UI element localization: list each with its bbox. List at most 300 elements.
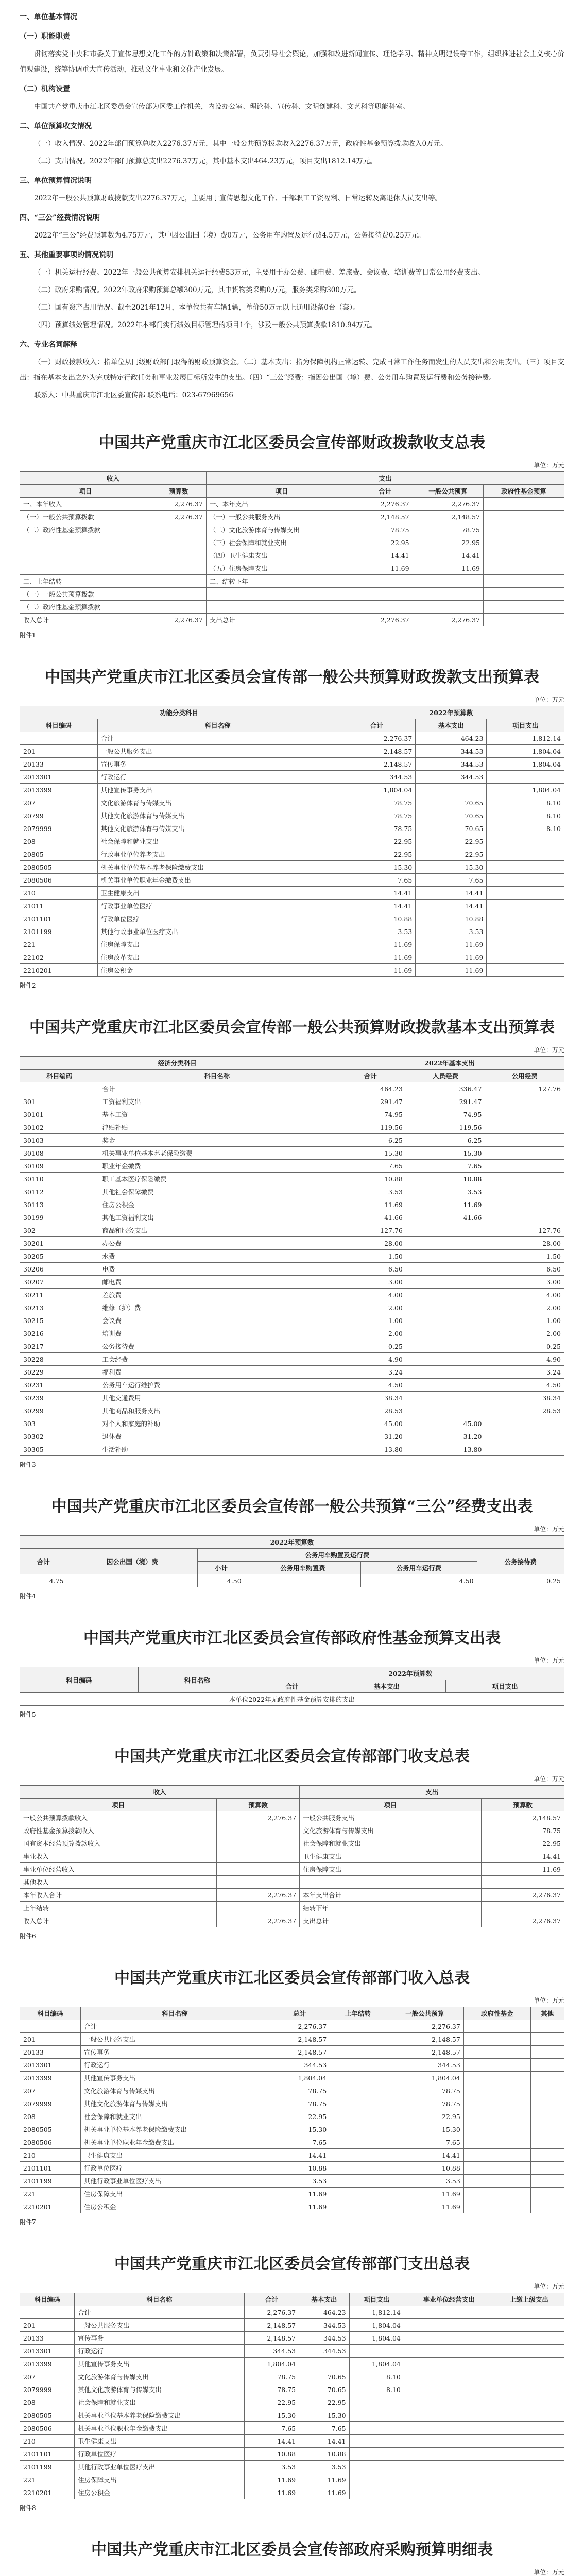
table-cell: 2,276.37	[481, 1889, 564, 1902]
table-cell	[20, 2306, 75, 2319]
table-cell: 会议费	[99, 1314, 335, 1327]
table-cell: 2,276.37	[357, 614, 413, 626]
table-row	[20, 614, 564, 626]
table-cell: 其他收入	[20, 1876, 217, 1889]
table9-block	[0, 2512, 584, 2576]
table-cell: 2,276.37	[481, 1914, 564, 1927]
paragraph: （二）政府采购情况。2022年政府采购预算总额300万元，其中货物类采购0万元，服务类采购300万元。	[34, 286, 361, 294]
table-cell: 2,276.37	[217, 1914, 300, 1927]
table-row	[20, 1850, 564, 1863]
table-cell: 卫生健康支出	[97, 887, 338, 900]
table-cell	[485, 1211, 564, 1224]
table-cell: 14.41	[338, 887, 416, 900]
table-cell	[463, 2149, 530, 2162]
table-cell	[330, 2200, 386, 2213]
table-cell: 38.34	[335, 1392, 406, 1404]
table-cell	[530, 2175, 564, 2188]
table-cell	[485, 1185, 564, 1198]
table-cell: 30112	[20, 1185, 99, 1198]
table-cell: 344.53	[386, 2059, 463, 2072]
table-cell	[494, 2306, 564, 2319]
table-cell: 20805	[20, 848, 98, 861]
table-cell: 行政运行	[97, 771, 338, 784]
table-cell: 78.75	[244, 2370, 299, 2383]
table-cell: 7.65	[335, 1160, 406, 1173]
table-cell: 宣传事务	[97, 758, 338, 771]
header-cell: 公用经费	[485, 1070, 564, 1082]
table-cell	[485, 1173, 564, 1185]
header-cell: 项目	[300, 1799, 482, 1811]
table-cell	[494, 2332, 564, 2345]
table-cell	[494, 2345, 564, 2358]
table-title: 中国共产党重庆市江北区委员会宣传部一般公共预算财政拨款支出预算表	[45, 668, 539, 686]
table-cell: 127.76	[485, 1224, 564, 1237]
table-cell: 14.41	[338, 900, 416, 912]
table-cell: 74.95	[406, 1108, 485, 1121]
table8-block	[0, 2226, 584, 2512]
table-cell: 14.41	[244, 2435, 299, 2448]
table-row	[20, 2046, 564, 2059]
table-row	[20, 1289, 564, 1301]
table-cell: 6.50	[485, 1263, 564, 1276]
table-cell	[406, 1263, 485, 1276]
table-cell: 10.88	[299, 2448, 350, 2461]
table-cell: 45.00	[406, 1417, 485, 1430]
table-cell	[487, 912, 564, 925]
table-cell: 15.30	[299, 2409, 350, 2422]
paragraph: 2022年“三公”经费预算数为4.75万元，其中因公出国（境）费0万元，公务用车购置及运行费4.5万元，公务接待费0.25万元。	[34, 231, 425, 240]
table-cell: 11.69	[386, 2188, 463, 2200]
table-cell	[404, 2461, 494, 2473]
table-cell	[463, 2175, 530, 2188]
table-cell: 本年收入合计	[20, 1889, 217, 1902]
table-cell	[484, 562, 564, 575]
table-cell: 2,148.57	[244, 2332, 299, 2345]
table-cell: 2,148.57	[269, 2033, 330, 2046]
dept-expense-table	[20, 2293, 564, 2499]
table-cell: 30229	[20, 1366, 99, 1379]
table-row	[20, 2072, 564, 2084]
table-cell: 生活补助	[99, 1443, 335, 1456]
table-cell: 4.50	[485, 1379, 564, 1392]
table-row	[20, 1082, 564, 1095]
table-cell: 20133	[20, 2046, 81, 2059]
table-cell: 其他宣传事务支出	[97, 784, 338, 796]
table-row	[20, 1327, 564, 1340]
table-cell: 1.50	[335, 1250, 406, 1263]
table-cell	[20, 1082, 99, 1095]
table-cell: 2080505	[20, 2123, 81, 2136]
table-cell: 住房保障支出	[300, 1863, 482, 1876]
table-cell: 78.75	[338, 809, 416, 822]
table-cell	[494, 2358, 564, 2370]
table-cell: 28.53	[335, 1404, 406, 1417]
table-row	[20, 1276, 564, 1289]
section-heading: 一、单位基本情况	[20, 13, 77, 21]
table-cell: 邮电费	[99, 1276, 335, 1289]
table-cell	[20, 732, 98, 745]
header-cell: 合计	[256, 1680, 328, 1693]
table-row	[20, 2136, 564, 2149]
table-cell: 344.53	[299, 2332, 350, 2345]
table-cell: 津贴补贴	[99, 1121, 335, 1134]
table-cell: 2080505	[20, 2409, 75, 2422]
table-cell	[485, 1430, 564, 1443]
table1-block	[0, 405, 584, 639]
sub-heading: （一）职能职责	[20, 32, 70, 41]
table-cell	[406, 1353, 485, 1366]
table-cell: 2080506	[20, 2422, 75, 2435]
table-cell	[349, 2422, 404, 2435]
table-cell: 2210201	[20, 964, 98, 977]
table-cell: 7.65	[244, 2422, 299, 2435]
table-cell	[413, 588, 483, 601]
table-cell: 38.34	[485, 1392, 564, 1404]
table-cell: 3.00	[485, 1276, 564, 1289]
table-row	[20, 1430, 564, 1443]
table-cell	[530, 2188, 564, 2200]
table-cell: 社会保障和就业支出	[300, 1837, 482, 1850]
table-cell: 2,276.37	[151, 511, 206, 523]
table-cell: 培训费	[99, 1327, 335, 1340]
table-cell: 1.00	[335, 1314, 406, 1327]
table-cell	[300, 1876, 482, 1889]
table-cell: 11.69	[269, 2200, 330, 2213]
table-cell: 22.95	[386, 2110, 463, 2123]
table-cell	[20, 549, 151, 562]
table-cell: 22.95	[244, 2396, 299, 2409]
table-cell	[484, 549, 564, 562]
table-cell	[530, 2136, 564, 2149]
header-cell: 一般公共预算	[386, 2007, 463, 2020]
header-cell: 项目	[20, 1799, 217, 1811]
table-cell: 344.53	[338, 771, 416, 784]
table-cell: 15.30	[406, 1147, 485, 1160]
table-cell	[530, 2200, 564, 2213]
table-cell: 10.88	[244, 2448, 299, 2461]
table-cell: 工资福利支出	[99, 1095, 335, 1108]
table-cell: 1,804.04	[487, 745, 564, 758]
table-cell: 15.30	[386, 2123, 463, 2136]
table-cell: 水费	[99, 1250, 335, 1263]
table-cell: 2101199	[20, 2175, 81, 2188]
header-cell: 科目编码	[20, 1667, 139, 1693]
table-cell: （一）一般公共预算拨款	[20, 588, 151, 601]
header-cell: 2022年预算数	[256, 1667, 564, 1680]
table-cell: 2,148.57	[338, 758, 416, 771]
table-cell	[484, 575, 564, 588]
table-cell: 电费	[99, 1263, 335, 1276]
header-cell: 事业单位经营支出	[404, 2293, 494, 2306]
header-cell: 基本支出	[328, 1680, 446, 1693]
table-cell: 74.95	[335, 1108, 406, 1121]
table-cell: 2,276.37	[338, 732, 416, 745]
table-cell	[20, 562, 151, 575]
table-cell: 30231	[20, 1379, 99, 1392]
table-row	[20, 1185, 564, 1198]
table-cell: 宣传事务	[81, 2046, 269, 2059]
table-title: 中国共产党重庆市江北区委员会宣传部财政拨款收支总表	[99, 434, 485, 452]
table-cell: 2210201	[20, 2200, 81, 2213]
table4-block	[0, 1469, 584, 1600]
unit-label: 单位：万元	[533, 2283, 564, 2290]
table-cell: 344.53	[416, 758, 487, 771]
table-row	[20, 2033, 564, 2046]
header-cell: 合计	[338, 719, 416, 732]
table-cell	[349, 2409, 404, 2422]
table-row	[20, 732, 564, 745]
header-cell: 预算数	[481, 1799, 564, 1811]
table-cell	[487, 925, 564, 938]
header-cell: 小计	[198, 1562, 245, 1574]
table-cell: 30211	[20, 1289, 99, 1301]
section-heading: 二、单位预算收支情况	[20, 122, 92, 130]
table-cell: 2,148.57	[269, 2046, 330, 2059]
table-cell	[330, 2046, 386, 2059]
table-cell: 3.53	[338, 925, 416, 938]
table-cell: 11.69	[406, 1198, 485, 1211]
table-cell	[406, 1250, 485, 1263]
table-row	[20, 1237, 564, 1250]
table-cell: 302	[20, 1224, 99, 1237]
table-cell: 78.75	[386, 2084, 463, 2097]
table-cell	[404, 2358, 494, 2370]
header-cell: 2022年基本支出	[335, 1057, 564, 1070]
table-cell	[463, 2136, 530, 2149]
table-row	[20, 951, 564, 964]
table-cell	[484, 523, 564, 536]
table-cell	[404, 2409, 494, 2422]
table-cell: 1,804.04	[338, 784, 416, 796]
table-cell	[330, 2123, 386, 2136]
header-cell: 科目名称	[75, 2293, 245, 2306]
table-row	[20, 1811, 564, 1824]
three-public-table	[20, 1535, 564, 1587]
header-cell: 项目	[206, 485, 357, 498]
table-cell	[406, 1327, 485, 1340]
table-cell	[484, 614, 564, 626]
table-cell: 2,148.57	[386, 2046, 463, 2059]
table-cell	[349, 2396, 404, 2409]
table-cell: 合计	[97, 732, 338, 745]
header-cell: 预算数	[151, 485, 206, 498]
table-row	[20, 2422, 564, 2435]
table-cell	[463, 2188, 530, 2200]
table-cell: 其他工资福利支出	[99, 1211, 335, 1224]
table-cell: 70.65	[299, 2383, 350, 2396]
header-cell: 政府性基金	[463, 2007, 530, 2020]
table-cell: 207	[20, 2084, 81, 2097]
table-cell: 30305	[20, 1443, 99, 1456]
table-cell: 464.23	[416, 732, 487, 745]
table-cell	[487, 938, 564, 951]
table-row	[20, 2409, 564, 2422]
table-cell	[404, 2448, 494, 2461]
table-cell: 一般公共服务支出	[75, 2319, 245, 2332]
table-cell: 2101101	[20, 2448, 75, 2461]
table-cell: 3.53	[416, 925, 487, 938]
header-cell: 上年结转	[330, 2007, 386, 2020]
table-cell: 2013301	[20, 2345, 75, 2358]
table-cell: 行政事业单位医疗	[97, 900, 338, 912]
table-cell: 10.88	[269, 2162, 330, 2175]
header-cell: 经济分类科目	[20, 1057, 335, 1070]
table-title: 中国共产党重庆市江北区委员会宣传部一般公共预算“三公”经费支出表	[51, 1498, 533, 1516]
table-cell	[151, 549, 206, 562]
table-cell: 70.65	[416, 809, 487, 822]
table-cell: 30199	[20, 1211, 99, 1224]
table-cell: 210	[20, 887, 98, 900]
table-cell	[404, 2473, 494, 2486]
table-cell	[487, 964, 564, 977]
paragraph: （一）机关运行经费。2022年一般公共预算安排机关运行经费53万元，主要用于办公费、邮电费、差旅费、会议费、培训费等日常公用经费支出。	[34, 268, 485, 277]
table-cell: 工会经费	[99, 1353, 335, 1366]
table-cell	[349, 2461, 404, 2473]
table-cell: 14.41	[299, 2435, 350, 2448]
table-cell: 14.41	[386, 2149, 463, 2162]
table-cell: 机关事业单位职业年金缴费支出	[75, 2422, 245, 2435]
table-row	[20, 2345, 564, 2358]
header-cell: 科目名称	[99, 1070, 335, 1082]
table-row	[20, 964, 564, 977]
table-cell: 3.53	[244, 2461, 299, 2473]
header-cell: 项目支出	[487, 719, 564, 732]
table-cell: 2101199	[20, 2461, 75, 2473]
table-cell	[217, 1824, 300, 1837]
table-cell: 6.50	[335, 1263, 406, 1276]
header-cell: 预算数	[217, 1799, 300, 1811]
table7-block	[0, 1940, 584, 2226]
table-row	[20, 822, 564, 835]
table-cell: 国有资本经营预算拨款收入	[20, 1837, 217, 1850]
table-cell	[485, 1417, 564, 1430]
table-cell	[330, 2188, 386, 2200]
table-cell	[245, 1574, 360, 1587]
table-cell: 1,804.04	[349, 2319, 404, 2332]
table-cell	[484, 498, 564, 511]
table-cell: 291.47	[406, 1095, 485, 1108]
table-cell: （五）住房保障支出	[206, 562, 357, 575]
table-cell: 15.30	[335, 1147, 406, 1160]
table-row	[20, 745, 564, 758]
table-cell: 344.53	[269, 2059, 330, 2072]
table-cell	[20, 536, 151, 549]
table-cell: 2101101	[20, 2162, 81, 2175]
table-title: 中国共产党重庆市江北区委员会宣传部部门收入总表	[114, 1969, 470, 1987]
table-cell: 卫生健康支出	[300, 1850, 482, 1863]
table-cell	[463, 2200, 530, 2213]
table-cell: 职工基本医疗保险缴费	[99, 1173, 335, 1185]
table-cell: 70.65	[416, 822, 487, 835]
table-row	[20, 1693, 564, 1706]
dept-revenue-table	[20, 2007, 564, 2213]
table-cell	[494, 2461, 564, 2473]
table-cell	[463, 2033, 530, 2046]
table-row	[20, 809, 564, 822]
table-cell: 社会保障和就业支出	[97, 835, 338, 848]
table-cell: 7.65	[338, 874, 416, 887]
table-cell: 4.00	[485, 1289, 564, 1301]
table5-block	[0, 1600, 584, 1719]
table-cell	[406, 1301, 485, 1314]
section-heading: 三、单位预算情况说明	[20, 177, 92, 185]
table-cell: 1,804.04	[487, 784, 564, 796]
table-cell: 20133	[20, 758, 98, 771]
table-cell: 1,804.04	[269, 2072, 330, 2084]
table-cell: 78.75	[357, 523, 413, 536]
unit-label: 单位：万元	[533, 2569, 564, 2576]
table-cell: 2013399	[20, 784, 98, 796]
table-cell	[485, 1108, 564, 1121]
table-cell: 20133	[20, 2332, 75, 2345]
table-cell: 22.95	[481, 1837, 564, 1850]
table-cell	[404, 2370, 494, 2383]
table-row	[20, 1314, 564, 1327]
table-cell: 2.00	[485, 1301, 564, 1314]
header-cell: 其他	[530, 2007, 564, 2020]
table-cell: 30302	[20, 1430, 99, 1443]
table-cell: 2,276.37	[357, 498, 413, 511]
header-cell: 支出	[300, 1786, 564, 1799]
table-cell: 78.75	[386, 2097, 463, 2110]
table-cell: 78.75	[338, 822, 416, 835]
table-cell: 30108	[20, 1147, 99, 1160]
table-cell	[487, 835, 564, 848]
table-cell: 本年支出合计	[300, 1889, 482, 1902]
table-cell	[494, 2396, 564, 2409]
table-cell: 11.69	[416, 938, 487, 951]
table-cell	[349, 2435, 404, 2448]
table-row	[20, 1889, 564, 1902]
table-row	[20, 2332, 564, 2345]
paragraph: （三）国有资产占用情况。截至2021年12月，本单位共有车辆1辆，单价50万元以上通用设备0台（套）。	[34, 303, 360, 312]
table-cell: 公务接待费	[99, 1340, 335, 1353]
table-cell	[151, 588, 206, 601]
table-cell: 收入总计	[20, 1914, 217, 1927]
table-row	[20, 2110, 564, 2123]
table-cell	[404, 2435, 494, 2448]
table-cell: 7.65	[299, 2422, 350, 2435]
table-cell: 41.66	[406, 1211, 485, 1224]
table-cell	[217, 1837, 300, 1850]
table-cell	[463, 2162, 530, 2175]
table-row	[20, 1353, 564, 1366]
table-cell: 2,148.57	[413, 511, 483, 523]
table-cell: 78.75	[338, 796, 416, 809]
table-cell	[463, 2097, 530, 2110]
table-row	[20, 2306, 564, 2319]
table-cell: 一般公共预算拨款收入	[20, 1811, 217, 1824]
table-cell: 2,148.57	[481, 1811, 564, 1824]
table-row	[20, 2020, 564, 2033]
table-row	[20, 1876, 564, 1889]
table-cell: 30239	[20, 1392, 99, 1404]
table-row	[20, 925, 564, 938]
table-cell: 2079999	[20, 2097, 81, 2110]
table-cell	[487, 951, 564, 964]
table-cell	[330, 2175, 386, 2188]
table-title: 中国共产党重庆市江北区委员会宣传部政府性基金预算支出表	[83, 1629, 501, 1647]
header-cell: 科目编码	[20, 2007, 81, 2020]
table-cell	[487, 900, 564, 912]
table-cell: 15.30	[338, 861, 416, 874]
table-cell	[206, 601, 357, 614]
table-row	[20, 1914, 564, 1927]
table-cell: （二）文化旅游体育与传媒支出	[206, 523, 357, 536]
header-cell: 支出	[206, 472, 564, 485]
header-cell: 科目编码	[20, 1070, 99, 1082]
table-cell: 7.65	[416, 874, 487, 887]
